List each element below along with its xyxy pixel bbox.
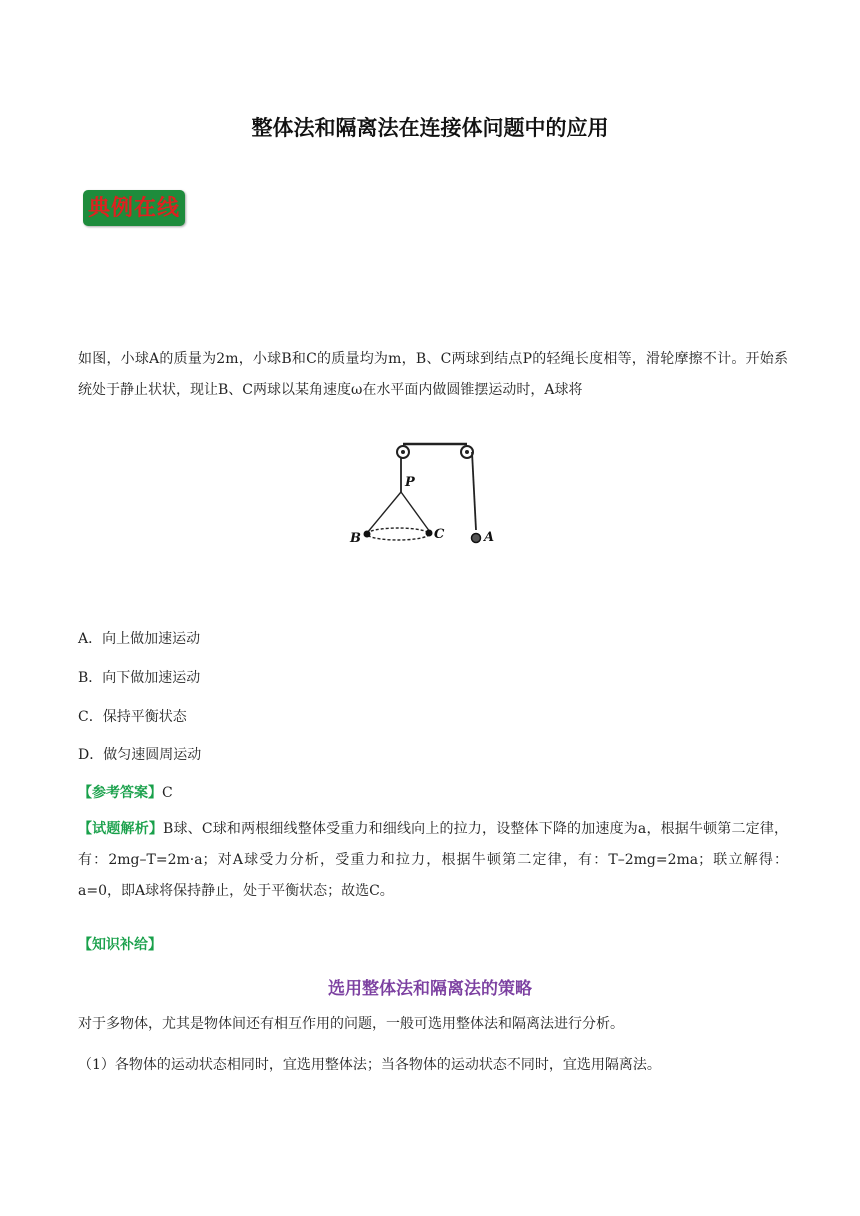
ball-a (472, 534, 481, 543)
analysis-label: 【试题解析】 (78, 821, 164, 837)
knowledge-paragraph-1: 对于多物体，尤其是物体间还有相互作用的问题，一般可选用整体法和隔离法进行分析。 (78, 1016, 624, 1032)
section-badge: 典例在线 (83, 190, 185, 226)
answer-line (78, 782, 173, 802)
left-pulley-icon (397, 446, 409, 458)
answer-value: C (162, 785, 173, 801)
option-b: B．向下做加速运动 (78, 670, 201, 686)
option-c: C．保持平衡状态 (78, 709, 187, 725)
answer-label: 【参考答案】 (78, 785, 162, 801)
right-rope (472, 452, 476, 530)
string-pb (367, 492, 401, 533)
label-p: P (405, 475, 415, 490)
knowledge-paragraph-2: （1）各物体的运动状态相同时，宜选用整体法；当各物体的运动状态不同时，宜选用隔离法。 (78, 1057, 661, 1073)
string-pc (401, 492, 430, 532)
pulley-figure (345, 422, 515, 580)
label-b: B (350, 531, 361, 546)
question-text: 如图，小球A的质量为2m，小球B和C的质量均为m，B、C两球到结点P的轻绳长度相等，滑轮摩擦不计。开始系统处于静止状状，现让B、C两球以某角速度ω在水平面内做圆锥摆运动时，A球将 (78, 351, 788, 398)
label-c: C (434, 527, 445, 542)
option-a: A．向上做加速运动 (78, 631, 201, 647)
label-a: A (484, 530, 495, 545)
orbit-ellipse (367, 528, 429, 540)
knowledge-label: 【知识补给】 (78, 937, 162, 953)
option-d: D．做匀速圆周运动 (78, 747, 202, 763)
page-title: 整体法和隔离法在连接体问题中的应用 (251, 116, 609, 140)
right-pulley-icon (461, 446, 473, 458)
analysis-text: B球、C球和两根细线整体受重力和细线向上的拉力，设整体下降的加速度为a，根据牛顿第二定律，有：2mg–T=2m·a；对A球受力分析，受重力和拉力，根据牛顿第二定律，有：T–2mg=2ma；联立解得：a=0，即A球将保持静止，处于平衡状态；故选C。 (78, 821, 788, 899)
ball-c (426, 530, 433, 537)
analysis-paragraph (78, 814, 788, 907)
strategy-subtitle: 选用整体法和隔离法的策略 (328, 979, 532, 999)
ball-b (364, 531, 371, 538)
